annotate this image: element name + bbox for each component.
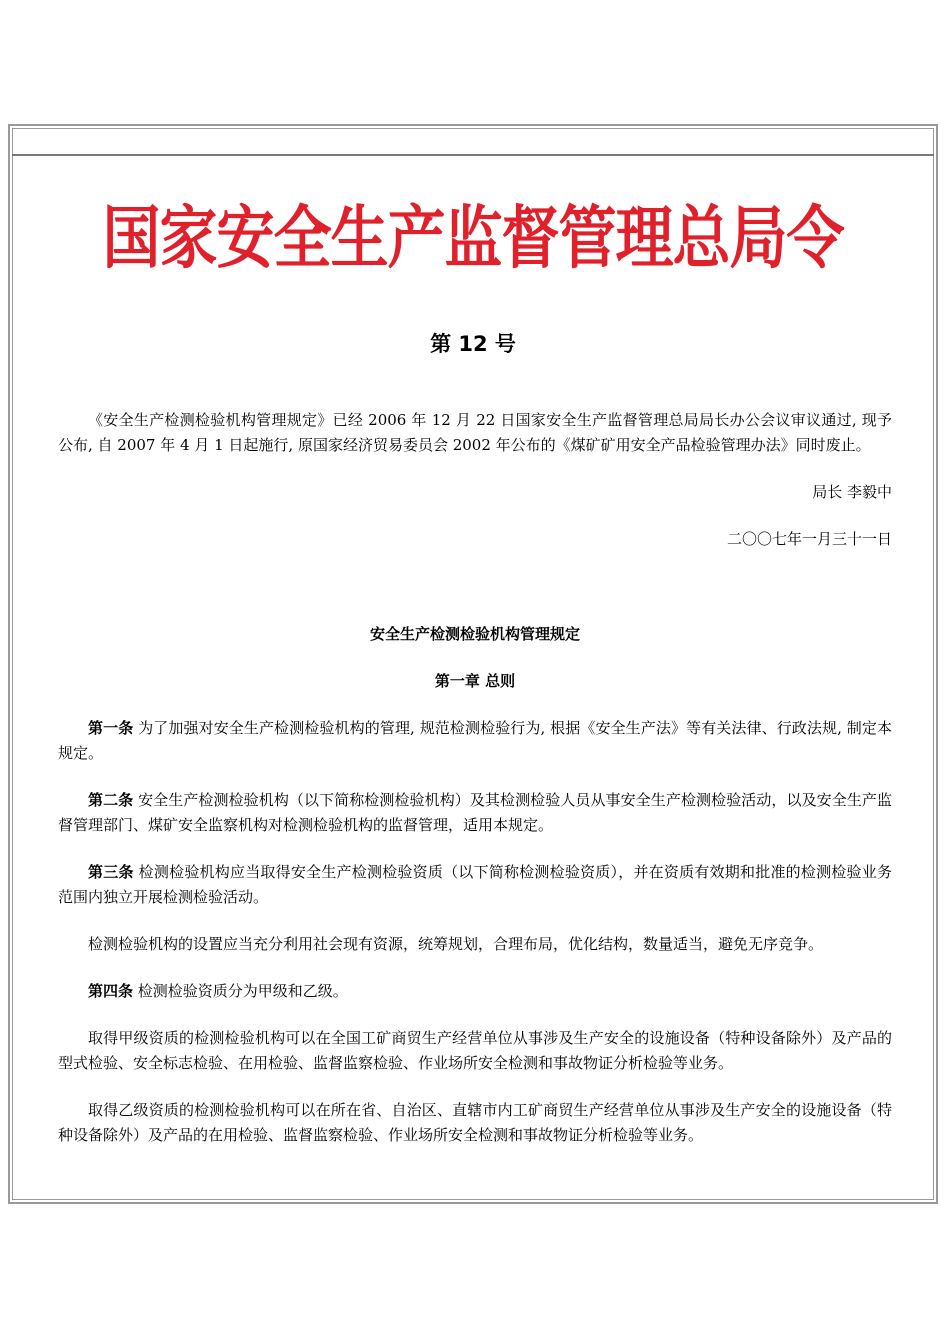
document-body	[58, 408, 892, 1170]
article-4	[58, 979, 892, 1004]
chapter-title: 第一章 总则	[434, 672, 516, 690]
article-text: 安全生产检测检验机构（以下简称检测检验机构）及其检测检验人员从事安全生产检测检验活动，以及安全生产监督管理部门、煤矿安全监察机构对检测检验机构的监督管理，适用本规定。	[58, 791, 892, 834]
article-3-paragraph-2: 检测检验机构的设置应当充分利用社会现有资源，统筹规划，合理布局，优化结构，数量适当，避免无序竞争。	[88, 935, 824, 953]
issue-date: 二〇〇七年一月三十一日	[726, 530, 892, 548]
frame-top-row	[12, 128, 934, 156]
regulation-title: 安全生产检测检验机构管理规定	[369, 625, 580, 643]
article-label: 第一条	[88, 719, 134, 737]
article-text: 检测检验资质分为甲级和乙级。	[137, 982, 348, 1000]
preamble-paragraph: 《安全生产检测检验机构管理规定》已经 2006 年 12 月 22 日国家安全生产监督管理总局局长办公会议审议通过, 现予公布, 自 2007 年 4 月 1 日起施行, 原国家经济贸易委员会 2002 年公布的《煤矿矿用安全产品检验管理办法》同时废止。	[58, 411, 892, 454]
article-text: 为了加强对安全生产检测检验机构的管理, 规范检测检验行为, 根据《安全生产法》等有关法律、行政法规, 制定本规定。	[58, 719, 892, 762]
order-number: 第 12 号	[430, 332, 516, 356]
banner-title: 国家安全生产监督管理总局令	[102, 197, 844, 279]
signature: 局长 李毅中	[812, 483, 892, 501]
article-label: 第四条	[88, 982, 134, 1000]
article-4-paragraph-3: 取得乙级资质的检测检验机构可以在所在省、自治区、直辖市内工矿商贸生产经营单位从事涉及生产安全的设施设备（特种设备除外）及产品的在用检验、监督监察检验、作业场所安全检测和事故物证分析检验等业务。	[58, 1101, 892, 1144]
document-frame	[8, 124, 938, 1204]
article-3	[58, 860, 892, 910]
article-label: 第三条	[88, 863, 134, 881]
article-1	[58, 716, 892, 766]
article-text: 检测检验机构应当取得安全生产检测检验资质（以下简称检测检验资质），并在资质有效期和批准的检测检验业务范围内独立开展检测检验活动。	[58, 863, 892, 906]
article-label: 第二条	[88, 791, 134, 809]
article-2	[58, 788, 892, 838]
article-4-paragraph-2: 取得甲级资质的检测检验机构可以在全国工矿商贸生产经营单位从事涉及生产安全的设施设备（特种设备除外）及产品的型式检验、安全标志检验、在用检验、监督监察检验、作业场所安全检测和事故物证分析检验等业务。	[58, 1029, 892, 1072]
